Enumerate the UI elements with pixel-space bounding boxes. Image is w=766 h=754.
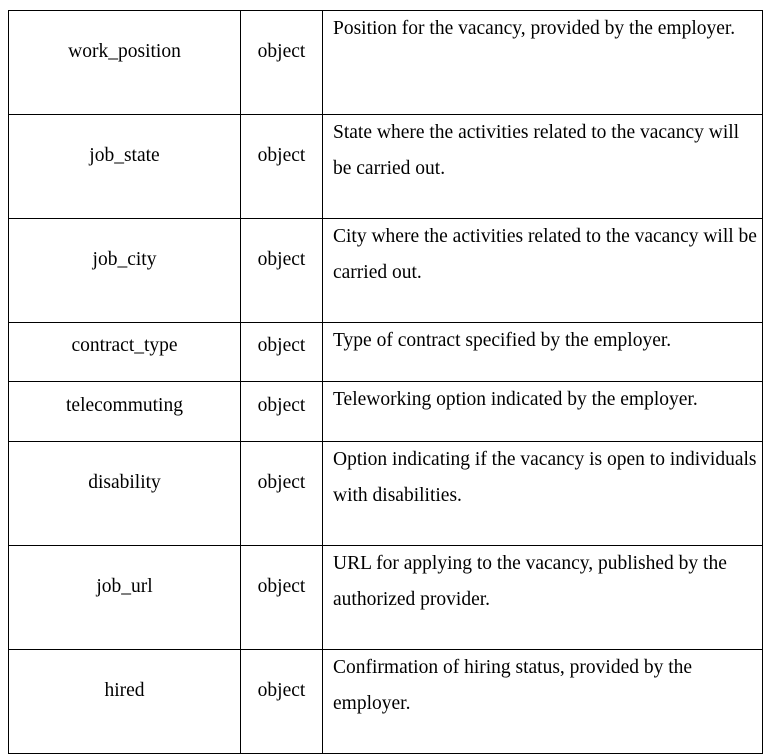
field-name-cell: job_city [9, 219, 241, 323]
field-name-cell: job_state [9, 115, 241, 219]
field-description-cell: Position for the vacancy, provided by the employer. [323, 11, 763, 115]
field-description-cell: Teleworking option indicated by the employer. [323, 382, 763, 442]
field-description-cell: Confirmation of hiring status, provided by the employer. [323, 650, 763, 754]
field-description-cell: City where the activities related to the vacancy will be carried out. [323, 219, 763, 323]
table-row [9, 442, 763, 546]
field-type-cell: object [241, 650, 323, 754]
field-type-cell: object [241, 323, 323, 382]
field-description-cell: URL for applying to the vacancy, published by the authorized provider. [323, 546, 763, 650]
field-description-cell: Option indicating if the vacancy is open to individuals with disabilities. [323, 442, 763, 546]
field-name-cell: telecommuting [9, 382, 241, 442]
field-name-cell: contract_type [9, 323, 241, 382]
field-name-cell: work_position [9, 11, 241, 115]
table-row [9, 115, 763, 219]
field-type-cell: object [241, 115, 323, 219]
table-row [9, 546, 763, 650]
field-description-cell: State where the activities related to the vacancy will be carried out. [323, 115, 763, 219]
table-row [9, 382, 763, 442]
field-type-cell: object [241, 442, 323, 546]
table-row [9, 219, 763, 323]
field-type-cell: object [241, 546, 323, 650]
table-row [9, 11, 763, 115]
field-definitions-table [8, 10, 763, 754]
field-description-cell: Type of contract specified by the employer. [323, 323, 763, 382]
field-type-cell: object [241, 382, 323, 442]
field-name-cell: job_url [9, 546, 241, 650]
field-type-cell: object [241, 219, 323, 323]
field-type-cell: object [241, 11, 323, 115]
table-row [9, 323, 763, 382]
field-name-cell: hired [9, 650, 241, 754]
field-name-cell: disability [9, 442, 241, 546]
table-row [9, 650, 763, 754]
